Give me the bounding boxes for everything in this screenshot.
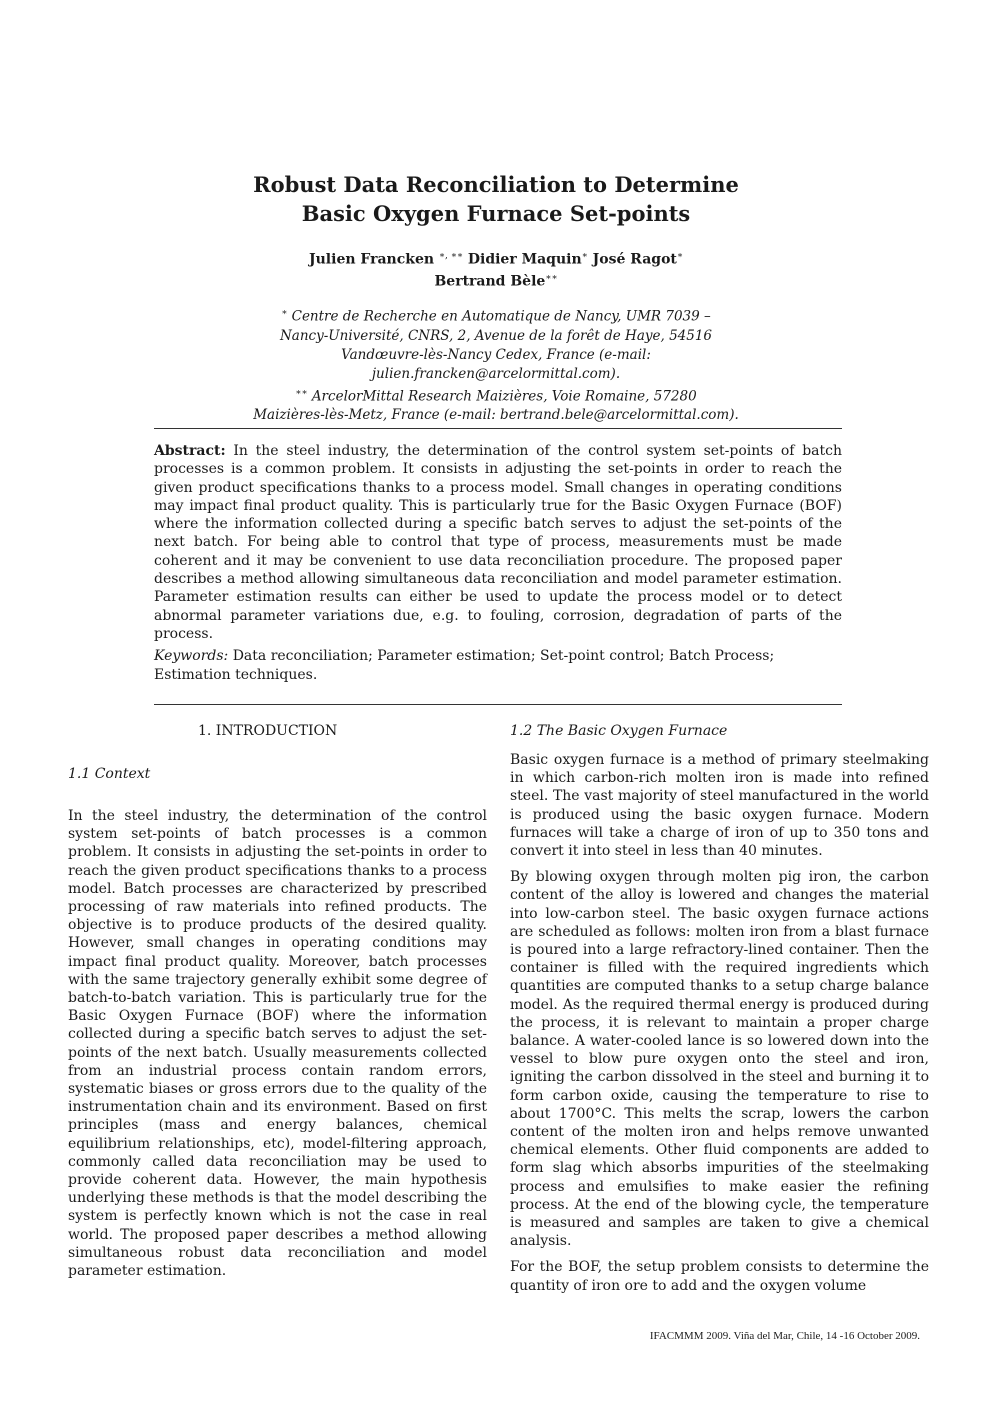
keywords-label: Keywords: (154, 648, 229, 664)
subsection-heading-bof: 1.2 The Basic Oxygen Furnace (510, 723, 728, 739)
subsection-heading-context: 1.1 Context (68, 766, 151, 782)
author-name: Didier Maquin (467, 251, 582, 268)
page-footer: IFACMMM 2009. Viña del Mar, Chile, 14 -16 October 2009. (649, 1330, 920, 1342)
author-name: Julien Francken (309, 251, 435, 268)
abstract-bottom-rule (154, 704, 842, 705)
paragraph: For the BOF, the setup problem consists to determine the quantity of iron ore to add and the oxygen volume (510, 1259, 929, 1294)
affil-line: Nancy-Université, CNRS, 2, Avenue de la forêt de Haye, 54516 (279, 327, 713, 344)
left-column-text (68, 807, 487, 1280)
paragraph: Basic oxygen furnace is a method of primary steelmaking in which carbon-rich molten iron is made into refined steel. The vast majority of steel manufactured in the world is produced using the basic oxygen furnace. Modern furnaces will take a charge of iron of up to 350 tons and convert it into steel in less than 40 minutes. (510, 752, 929, 860)
affil-mark: ∗ (281, 308, 288, 318)
section-heading-introduction: 1. INTRODUCTION (198, 723, 338, 739)
abstract-top-rule (154, 428, 842, 429)
affil-mark: ∗∗ (295, 387, 308, 398)
abstract (154, 442, 842, 643)
paragraph: By blowing oxygen through molten pig iron, the carbon content of the alloy is lowered and changes the material into low-carbon steel. The basic oxygen furnace actions are scheduled as follows: molten iron from a blast furnace is poured into a large refractory-lined container. Then the container is filled with the required ingredients which quantities are computed thanks to a setup charge balance model. As the required thermal energy is produced during the process, it is relevant to maintain a proper charge balance. A water-cooled lance is so lowered down into the vessel to blow pure oxygen onto the steel and iron, igniting the carbon dissolved in the steel and burning it to form carbon oxide, causing the temperature to rise to about 1700°C. This melts the scrap, lowers the carbon content of the molten iron and helps remove unwanted chemical elements. Other fluid components are added to form slag which absorbs impurities of the steelmaking process and emulsifies to make easier the refining process. At the end of the blowing cycle, the temperature is measured and samples are taken to give a chemical analysis. (510, 869, 929, 1250)
author-name: Bertrand Bèle (434, 273, 546, 290)
paragraph: In the steel industry, the determination of the control system set-points of batch processes is a common problem. It consists in adjusting the set-points in order to reach the given product specifications thanks to a process model. Batch processes are characterized by prescribed processing of raw materials into refined products. The objective is to produce products of the desired quality. However, small changes in operating conditions may impact final product quality. Moreover, batch processes with the same trajectory generally exhibit some degree of batch-to-batch variation. This is particularly true for the Basic Oxygen Furnace (BOF) where the information collected during a specific batch serves to adjust the set-points of the next batch. Usually measurements collected from an industrial process contain random errors, systematic biases or gross errors due to the quality of the instrumentation chain and its environment. Based on first principles (mass and energy balances, chemical equilibrium relationships, etc), model-filtering approach, commonly called data reconciliation may be used to provide coherent data. However, the main hypothesis underlying these methods is that the model describing the system is perfectly known which is not the case in real world. The proposed paper describes a method allowing simultaneous robust data reconciliation and model parameter estimation. (68, 808, 487, 1280)
paper-title (150, 170, 842, 228)
author-mark: ∗, ∗∗ (438, 251, 463, 261)
title-line-2: Basic Oxygen Furnace Set-points (301, 201, 691, 226)
author-list (150, 247, 842, 290)
affil-email: julien.francken@arcelormittal.com). (371, 365, 621, 382)
affil-line: Maizières-lès-Metz, France (e-mail: bertrand.bele@arcelormittal.com). (253, 407, 739, 423)
author-mark: ∗ (581, 251, 588, 261)
affil-line: Centre de Recherche en Automatique de Nancy, UMR 7039 – (291, 308, 711, 325)
affil-line: Vandœuvre-lès-Nancy Cedex, France (e-mail: (341, 346, 651, 363)
abstract-text: In the steel industry, the determination of the control system set-points of batch processes is a common problem. It consists in adjusting the set-points in order to reach the given product specifications thanks to a process model. Small changes in operating conditions may impact final product quality. This is particularly true for the Basic Oxygen Furnace (BOF) where the information collected during a specific batch serves to adjust the set-points of the next batch. For being able to control that type of process, measurements must be made coherent and it may be convenient to use data reconciliation procedure. The proposed paper describes a method allowing simultaneous data reconciliation and model parameter estimation. Parameter estimation results can either be used to update the process model or to detect abnormal parameter variations due, e.g. to fouling, corrosion, degradation of parts of the process. (154, 443, 842, 642)
author-mark: ∗ (676, 251, 683, 261)
affiliations (150, 304, 842, 425)
right-column-text (510, 751, 929, 1295)
abstract-label: Abstract: (154, 443, 226, 459)
author-mark: ∗∗ (545, 272, 558, 283)
keywords-text: Data reconciliation; Parameter estimation; Set-point control; Batch Process; Estimation techniques. (154, 648, 775, 683)
author-name: José Ragot (592, 251, 677, 268)
affil-line: ArcelorMittal Research Maizières, Voie Romaine, 57280 (311, 388, 697, 404)
keywords (154, 647, 842, 684)
title-line-1: Robust Data Reconciliation to Determine (253, 172, 739, 197)
